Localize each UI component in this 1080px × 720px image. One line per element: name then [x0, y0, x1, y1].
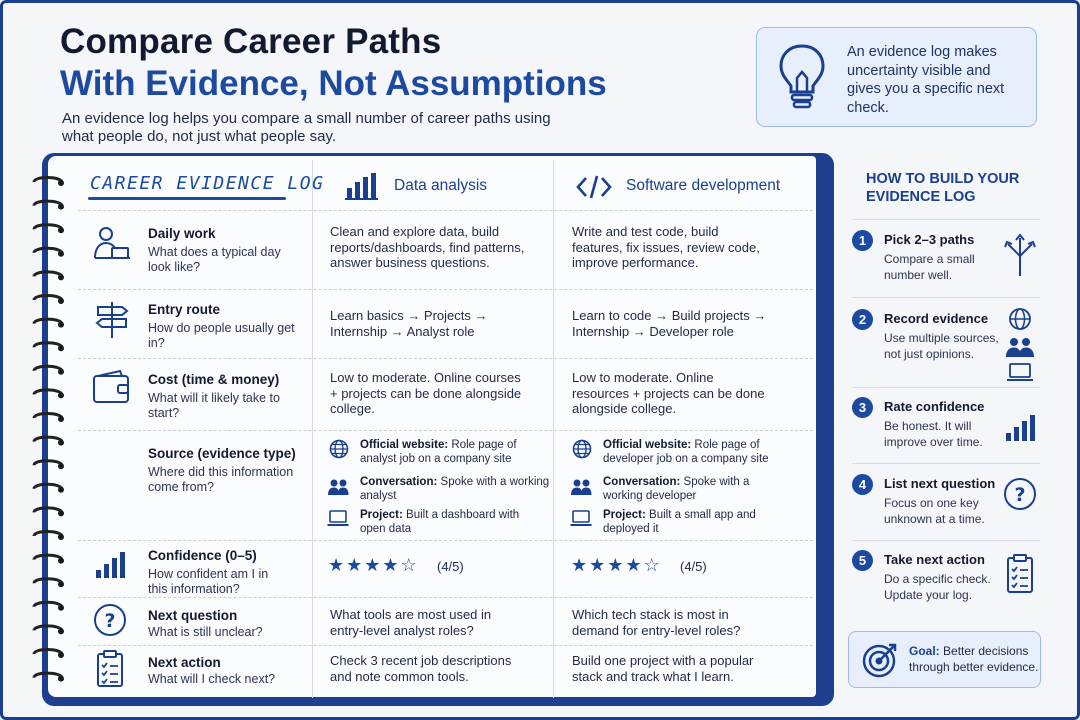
step-title: Take next action [884, 552, 985, 567]
step-number: 3 [852, 397, 873, 418]
row-label-next-question [148, 607, 298, 640]
step-divider [852, 219, 1040, 220]
source-type: Official website: [603, 439, 692, 451]
goal-text [909, 644, 1039, 675]
step-1 [852, 230, 1040, 290]
row-title: Next question [148, 608, 238, 623]
step-title: List next question [884, 476, 996, 491]
binding-ring [34, 366, 64, 375]
binding-ring [34, 390, 64, 399]
binding-ring [34, 626, 64, 635]
binding-ring [34, 248, 64, 256]
row-label-next-action [148, 654, 298, 687]
svg-text:?: ? [104, 610, 116, 632]
step-5 [852, 550, 1040, 610]
row-title: Daily work [148, 226, 216, 241]
page-title-line2: With Evidence, Not Assumptions [60, 64, 607, 103]
people-icon [570, 477, 592, 497]
row-question: How confident am I in this information? [148, 567, 269, 596]
howto-title: HOW TO BUILD YOUR EVIDENCE LOG [866, 171, 1020, 205]
binding-ring [34, 319, 64, 328]
person-laptop-icon [92, 224, 132, 264]
row-divider [78, 597, 813, 598]
row-question: Where did this information come from? [148, 465, 294, 494]
step-desc: Focus on one key unknown at a time. [884, 496, 985, 526]
clipboard-checklist-icon [1002, 552, 1038, 600]
step-number: 4 [852, 474, 873, 495]
source-type: Project: [360, 509, 403, 521]
signal-bars-icon [1002, 399, 1038, 447]
star-filled-icon: ★ [364, 555, 383, 575]
log-title: CAREER EVIDENCE LOG [90, 173, 325, 194]
cell-data-daily-work: Clean and explore data, build reports/dashboards, find patterns, answer business questions. [330, 224, 525, 270]
step-divider [852, 297, 1040, 298]
source-software-conversation [603, 475, 783, 503]
source-text: Role page of analyst job on a company site [360, 439, 517, 465]
row-divider [78, 210, 813, 211]
binding-ring [34, 650, 64, 659]
row-title: Entry route [148, 302, 221, 317]
question-icon [1002, 476, 1038, 524]
binding-ring [34, 579, 64, 588]
binding-ring [34, 272, 64, 281]
step-title: Record evidence [884, 311, 989, 326]
step-desc: Compare a small number well. [884, 252, 975, 282]
step-number: 5 [852, 550, 873, 571]
cell-data-cost: Low to moderate. Online courses + projects can be done alongside college. [330, 370, 522, 416]
info-callout [756, 27, 1037, 127]
page-subtitle: An evidence log helps you compare a small number of career paths using what people do, not just what people say. [62, 110, 551, 145]
row-title: Cost (time & money) [148, 372, 280, 387]
row-divider [78, 358, 813, 359]
row-question: What will it likely take to start? [148, 391, 280, 420]
star-filled-icon: ★ [346, 555, 365, 575]
row-label-entry-route [148, 301, 298, 351]
binding-ring [34, 484, 64, 493]
step-2 [852, 309, 1040, 384]
step-number: 1 [852, 230, 873, 251]
row-label-cost [148, 371, 298, 421]
row-title: Next action [148, 655, 221, 670]
globe-icon [571, 439, 593, 459]
clipboard-checklist-icon [92, 650, 132, 690]
branch-arrows-icon [1002, 232, 1038, 280]
star-filled-icon: ★ [607, 555, 626, 575]
question-icon [92, 602, 132, 642]
step-4 [852, 474, 1040, 534]
star-filled-icon: ★ [571, 555, 590, 575]
binding-ring [34, 178, 64, 187]
row-title: Confidence (0–5) [148, 548, 257, 563]
bar-chart-icon [345, 172, 379, 200]
source-text: Built a small app and deployed it [603, 509, 756, 535]
step-divider [852, 463, 1040, 464]
binding-ring [34, 508, 64, 517]
rating-stars-data [328, 555, 419, 576]
goal-label: Goal: [909, 644, 940, 658]
cell-data-next-question: What tools are most used in entry-level analyst roles? [330, 607, 492, 638]
row-question: What is still unclear? [148, 625, 263, 639]
log-title-underline [88, 197, 286, 200]
cell-software-daily-work: Write and test code, build features, fix issues, review code, improve performance. [572, 224, 760, 270]
cell-data-entry-route: Learn basics → Projects → Internship → Analyst role [330, 308, 488, 339]
sources-icon [1002, 307, 1038, 385]
star-filled-icon: ★ [328, 555, 347, 575]
rating-score-data: (4/5) [437, 559, 464, 574]
column-header-data-analysis: Data analysis [394, 177, 488, 194]
row-question: What does a typical day look like? [148, 245, 281, 274]
source-text: Built a dashboard with open data [360, 509, 520, 535]
step-desc: Be honest. It will improve over time. [884, 419, 983, 449]
spiral-binding [30, 170, 66, 700]
binding-ring [34, 673, 64, 682]
star-empty-icon: ☆ [400, 555, 419, 575]
cell-software-next-question: Which tech stack is most in demand for entry-level roles? [572, 607, 741, 638]
star-filled-icon: ★ [589, 555, 608, 575]
source-software-website [603, 438, 803, 466]
row-question: What will I check next? [148, 672, 276, 686]
source-type: Project: [603, 509, 646, 521]
row-label-source [148, 445, 298, 495]
binding-ring [34, 343, 64, 352]
source-text: Role page of developer job on a company site [603, 439, 769, 465]
star-filled-icon: ★ [382, 555, 401, 575]
callout-text: An evidence log makes uncertainty visible and gives you a specific next check. [847, 44, 1005, 116]
row-question: How do people usually get in? [148, 321, 295, 350]
column-header-software-development: Software development [626, 177, 781, 194]
binding-ring [34, 201, 64, 210]
binding-ring [34, 296, 64, 305]
source-text: Spoke with a working analyst [360, 476, 550, 502]
cell-software-next-action: Build one project with a popular stack and track what I learn. [572, 653, 754, 684]
lightbulb-icon [775, 42, 829, 114]
source-type: Conversation: [360, 476, 438, 488]
binding-ring [34, 437, 64, 446]
goal-box [848, 631, 1041, 688]
cell-software-cost: Low to moderate. Online resources + projects can be done alongside college. [572, 370, 765, 416]
rating-stars-software [571, 555, 662, 576]
row-divider [78, 540, 813, 541]
signal-bars-icon [92, 546, 132, 586]
binding-ring [34, 414, 64, 423]
step-divider [852, 540, 1040, 541]
step-number: 2 [852, 309, 873, 330]
source-type: Conversation: [603, 476, 681, 488]
step-divider [852, 387, 1040, 388]
source-software-project [603, 508, 763, 536]
step-desc: Do a specific check. Update your log. [884, 572, 991, 602]
binding-ring [34, 555, 64, 564]
source-data-conversation [360, 475, 550, 503]
row-title: Source (evidence type) [148, 446, 296, 461]
step-desc: Use multiple sources, not just opinions. [884, 331, 999, 361]
column-divider [312, 160, 313, 698]
binding-ring [34, 461, 64, 470]
laptop-icon [570, 508, 592, 528]
star-empty-icon: ☆ [643, 555, 662, 575]
step-3 [852, 397, 1040, 457]
globe-icon [328, 439, 350, 459]
goal-body: Better decisions through better evidence. [909, 644, 1039, 674]
row-label-confidence [148, 547, 298, 597]
step-title: Rate confidence [884, 399, 985, 414]
code-icon [576, 175, 612, 199]
signpost-icon [92, 300, 132, 340]
wallet-icon [92, 368, 132, 408]
cell-software-entry-route: Learn to code → Build projects → Internship → Developer role [572, 308, 767, 339]
binding-ring [34, 225, 64, 234]
svg-text:?: ? [1014, 484, 1026, 506]
star-filled-icon: ★ [625, 555, 644, 575]
people-icon [327, 477, 349, 497]
row-divider [78, 645, 813, 646]
source-data-project [360, 508, 520, 536]
row-divider [78, 289, 813, 290]
step-title: Pick 2–3 paths [884, 232, 975, 247]
row-label-daily-work [148, 225, 298, 275]
row-divider [78, 430, 813, 431]
rating-score-software: (4/5) [680, 559, 707, 574]
cell-data-next-action: Check 3 recent job descriptions and note common tools. [330, 653, 512, 684]
source-text: Spoke with a working developer [603, 476, 750, 502]
column-divider [553, 160, 554, 698]
page-title-line1: Compare Career Paths [60, 22, 442, 61]
source-type: Official website: [360, 439, 449, 451]
binding-ring [34, 602, 64, 611]
source-data-website [360, 438, 550, 466]
binding-ring [34, 532, 64, 541]
target-icon [861, 641, 899, 679]
laptop-icon [327, 508, 349, 528]
